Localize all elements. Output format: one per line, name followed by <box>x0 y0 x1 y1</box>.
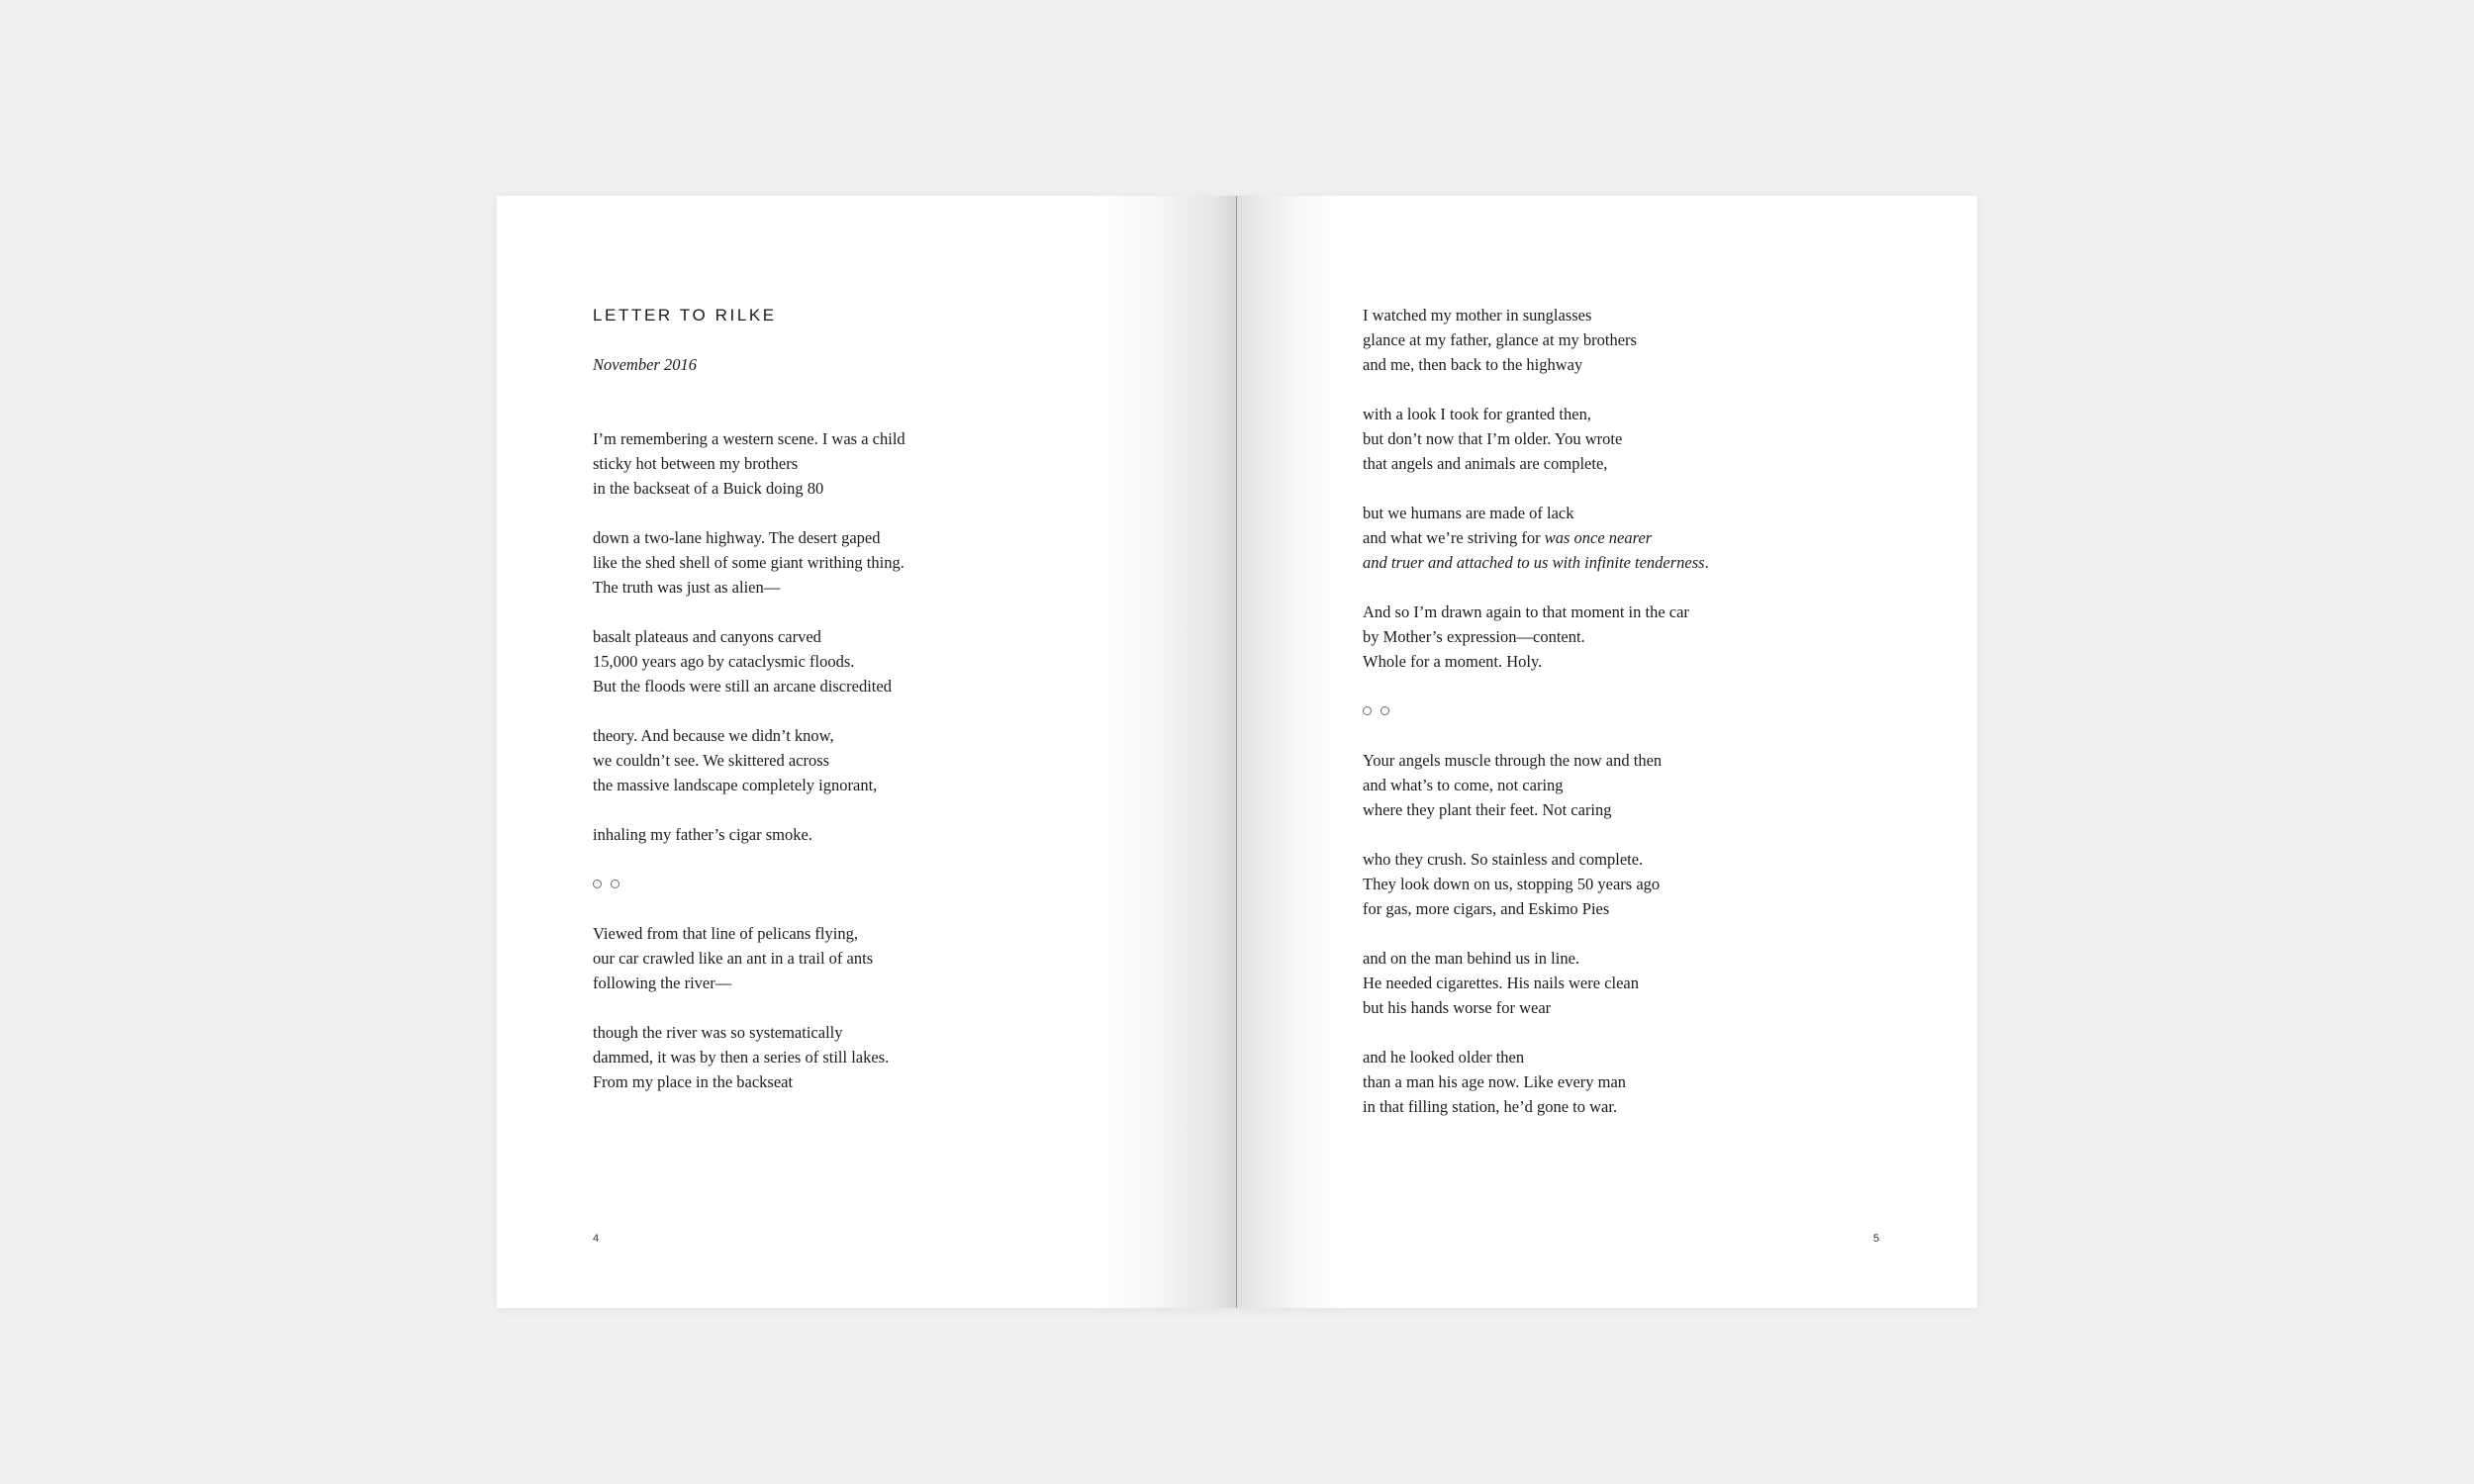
left-page <box>497 196 1237 1308</box>
poem-line: for gas, more cigars, and Eskimo Pies <box>1363 899 1610 918</box>
poem-line: basalt plateaus and canyons carved <box>593 627 821 646</box>
poem-line: in that filling station, he’d gone to war. <box>1363 1097 1618 1116</box>
stanza <box>1363 501 1778 575</box>
poem-line: by Mother’s expression—content. <box>1363 627 1585 646</box>
right-page <box>1237 196 1977 1308</box>
page-number: 4 <box>593 1233 600 1245</box>
poem-line: than a man his age now. Like every man <box>1363 1072 1627 1091</box>
poem-line: inhaling my father’s cigar smoke. <box>593 825 812 844</box>
stanza <box>1363 1045 1778 1119</box>
stanza <box>1363 946 1778 1020</box>
poem-line: though the river was so systematically <box>593 1023 843 1042</box>
stanza <box>1363 303 1778 377</box>
poem-line: and what’s to come, not caring <box>1363 776 1564 794</box>
poem-date: November 2016 <box>593 355 697 374</box>
poem-line: sticky hot between my brothers <box>593 454 799 473</box>
poem-line: we couldn’t see. We skittered across <box>593 751 830 770</box>
rilke-quote-part: and truer and attached to us with infinite tenderness <box>1363 553 1705 572</box>
poem-line: and me, then back to the highway <box>1363 355 1583 374</box>
poem-line: and on the man behind us in line. <box>1363 949 1580 968</box>
poem-line: but we humans are made of lack <box>1363 504 1574 522</box>
poem-line: like the shed shell of some giant writhing thing. <box>593 553 904 572</box>
rilke-quote-part: was once nearer <box>1544 528 1653 547</box>
circle-ornament-icon <box>611 880 619 888</box>
circle-ornament-icon <box>1363 706 1372 715</box>
poem-line <box>1363 550 1778 575</box>
poem-line: He needed cigarettes. His nails were clean <box>1363 974 1639 992</box>
poem-line: But the floods were still an arcane discredited <box>593 677 892 696</box>
stanza <box>593 1020 1008 1094</box>
poem-line-end: . <box>1704 553 1709 572</box>
poem-line: They look down on us, stopping 50 years ago <box>1363 875 1661 893</box>
stanza <box>1363 748 1778 822</box>
poem-line: dammed, it was by then a series of still lakes. <box>593 1048 890 1067</box>
poem-line: glance at my father, glance at my brothers <box>1363 330 1637 349</box>
poem-line-lead: and what we’re striving for <box>1363 528 1545 547</box>
book-spine <box>1236 196 1237 1308</box>
poem-line <box>1363 525 1778 550</box>
section-divider <box>1363 698 1778 723</box>
right-page-text <box>1363 303 1778 1144</box>
stanza <box>593 624 1008 698</box>
stanza <box>593 525 1008 600</box>
poem-line: who they crush. So stainless and complete. <box>1363 850 1644 869</box>
poem-line: in the backseat of a Buick doing 80 <box>593 479 824 498</box>
poem-line: but don’t now that I’m older. You wrote <box>1363 429 1623 448</box>
poem-line: And so I’m drawn again to that moment in the car <box>1363 603 1689 621</box>
poem-line: 15,000 years ago by cataclysmic floods. <box>593 652 855 671</box>
poem-line: following the river— <box>593 974 732 992</box>
poem-line: Viewed from that line of pelicans flying, <box>593 924 858 943</box>
circle-ornament-icon <box>593 880 602 888</box>
page-number: 5 <box>1872 1233 1879 1245</box>
stanza <box>593 921 1008 995</box>
poem-line: but his hands worse for wear <box>1363 998 1552 1017</box>
poem-line: Whole for a moment. Holy. <box>1363 652 1543 671</box>
poem-title: LETTER TO RILKE <box>593 306 777 325</box>
poem-line: Your angels muscle through the now and then <box>1363 751 1663 770</box>
poem-line: that angels and animals are complete, <box>1363 454 1608 473</box>
stanza <box>593 822 1008 847</box>
stanza <box>593 426 1008 501</box>
poem-line: theory. And because we didn’t know, <box>593 726 834 745</box>
stanza <box>1363 847 1778 921</box>
poem-line: I watched my mother in sunglasses <box>1363 306 1592 325</box>
poem-line: our car crawled like an ant in a trail of ants <box>593 949 874 968</box>
left-page-text <box>593 303 1008 1119</box>
poem-line: I’m remembering a western scene. I was a child <box>593 429 905 448</box>
poem-line: the massive landscape completely ignorant, <box>593 776 878 794</box>
stanza <box>1363 600 1778 674</box>
section-divider <box>593 872 1008 896</box>
book-spread <box>497 196 1977 1308</box>
poem-line: and he looked older then <box>1363 1048 1525 1067</box>
poem-line: with a look I took for granted then, <box>1363 405 1591 423</box>
poem-line: The truth was just as alien— <box>593 578 781 597</box>
stanza <box>1363 402 1778 476</box>
poem-line: where they plant their feet. Not caring <box>1363 800 1612 819</box>
circle-ornament-icon <box>1380 706 1389 715</box>
stanza <box>593 723 1008 797</box>
poem-line: down a two-lane highway. The desert gaped <box>593 528 881 547</box>
poem-line: From my place in the backseat <box>593 1072 794 1091</box>
